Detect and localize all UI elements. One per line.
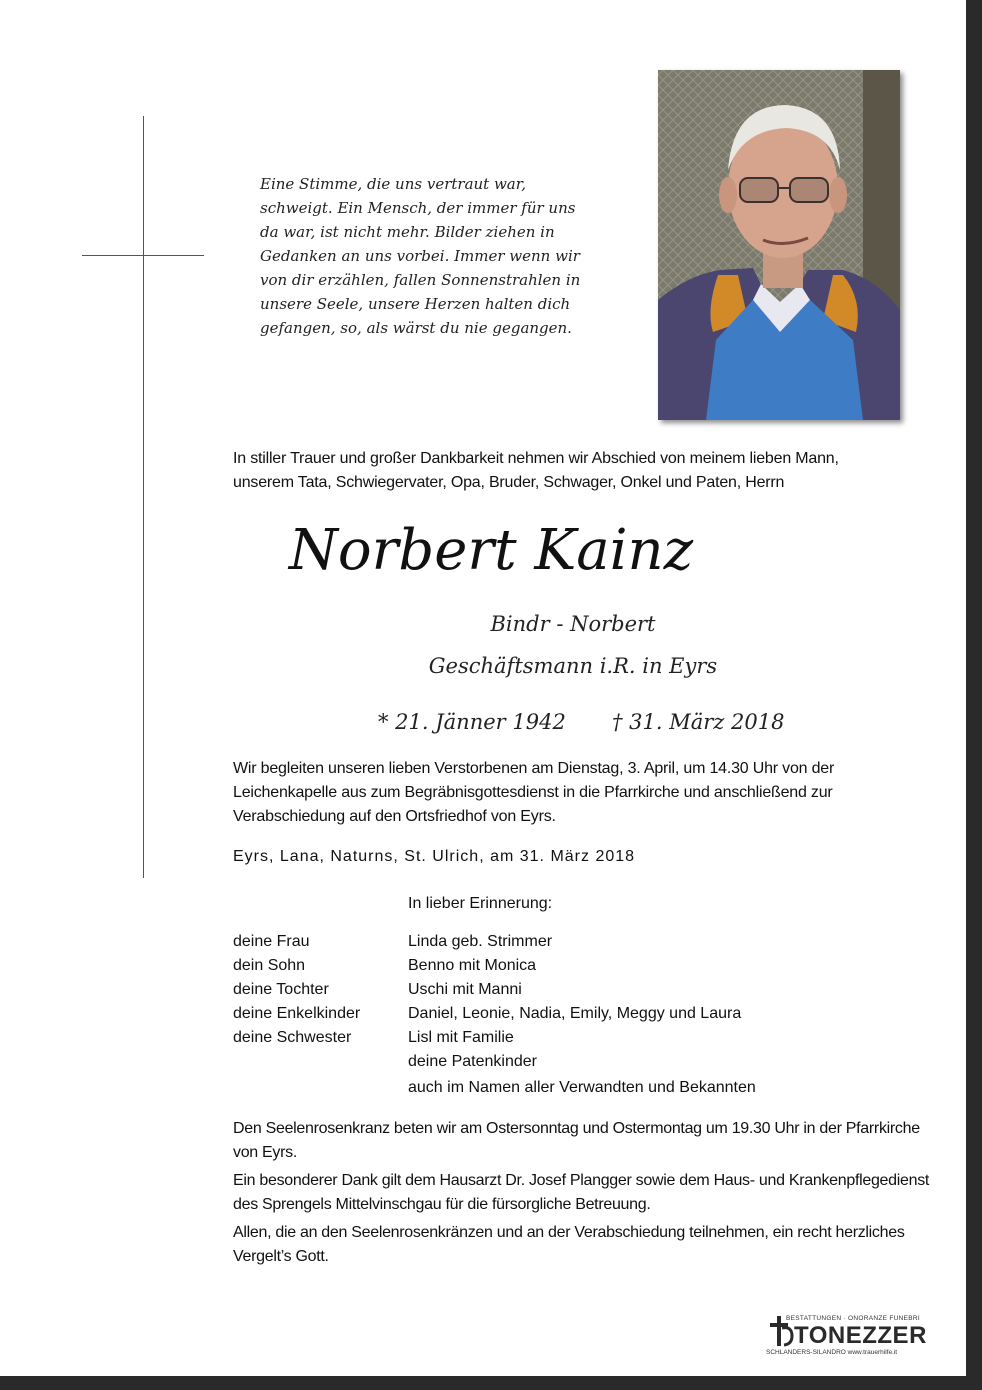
closing-paragraph: Allen, die an den Seelenrosenkränzen und an der Verabschiedung teilnehmen, ein recht herzliches Vergelt’s Gott. (233, 1224, 905, 1265)
mourner-relation: dein Sohn (233, 957, 306, 974)
frame-border-bottom (0, 1376, 982, 1390)
mourner-name: Benno mit Monica (408, 957, 537, 974)
mourner-row (233, 1076, 913, 1100)
mourner-relation: deine Enkelkinder (233, 1005, 361, 1022)
mourner-relation: deine Frau (233, 933, 310, 950)
logo-brand: TONEZZER (794, 1322, 927, 1349)
frame-border-right (966, 0, 982, 1390)
mourner-row (233, 954, 913, 978)
mourner-relation: deine Schwester (233, 1029, 352, 1046)
intro-line: unserem Tata, Schwiegervater, Opa, Bruder, Schwager, Onkel und Paten, Herrn (233, 474, 785, 491)
logo-footer: SCHLANDERS-SILANDRO www.trauerhilfe.it (766, 1349, 898, 1356)
poem-line: Eine Stimme, die uns vertraut war, (260, 175, 527, 193)
closing-text (233, 1117, 933, 1273)
intro-text (233, 447, 933, 495)
poem-line: schweigt. Ein Mensch, der immer für uns (260, 199, 576, 217)
mourner-row (233, 1026, 913, 1050)
mourner-name: Linda geb. Strimmer (408, 933, 553, 950)
mourner-name: Uschi mit Manni (408, 981, 522, 998)
poem-line: Gedanken an uns vorbei. Immer wenn wir (260, 247, 580, 265)
poem-line: da war, ist nicht mehr. Bilder ziehen in (260, 223, 555, 241)
deceased-role: Geschäftsmann i.R. in Eyrs (428, 654, 718, 678)
poem-line: gefangen, so, als wärst du nie gegangen. (260, 319, 572, 337)
mourner-row (233, 930, 913, 954)
memory-label: In lieber Erinnerung: (408, 895, 553, 912)
portrait-photo (658, 70, 900, 420)
cross-vertical-line (143, 116, 144, 878)
cross-horizontal-line (82, 255, 204, 256)
mourner-name: Lisl mit Familie (408, 1029, 514, 1046)
poem (260, 172, 620, 340)
mourner-name: Daniel, Leonie, Nadia, Emily, Meggy und Laura (408, 1005, 742, 1022)
death-date: † 31. März 2018 (612, 710, 785, 734)
poem-line: von dir erzählen, fallen Sonnenstrahlen in (260, 271, 581, 289)
funeral-line: Verabschiedung auf den Ortsfriedhof von Eyrs. (233, 808, 556, 825)
deceased-name: Norbert Kainz (288, 518, 694, 583)
mourner-name: auch im Namen aller Verwandten und Bekannten (408, 1079, 756, 1096)
mourner-relation: deine Tochter (233, 981, 329, 998)
place-date: Eyrs, Lana, Naturns, St. Ulrich, am 31. März 2018 (233, 848, 636, 865)
funeral-line: Wir begleiten unseren lieben Verstorbenen am Dienstag, 3. April, um 14.30 Uhr von der (233, 760, 835, 777)
birth-date: * 21. Jänner 1942 (378, 710, 566, 734)
closing-paragraph: Ein besonderer Dank gilt dem Hausarzt Dr. Josef Plangger sowie dem Haus- und Krankenpflegedienst des Sprengels Mittelvinschgau für die fürsorgliche Betreuung. (233, 1172, 930, 1213)
closing-paragraph: Den Seelenrosenkranz beten wir am Ostersonntag und Ostermontag um 19.30 Uhr in der Pfarrkirche von Eyrs. (233, 1120, 920, 1161)
mourner-row (233, 1050, 913, 1074)
deceased-nickname: Bindr - Norbert (490, 612, 656, 636)
mourner-row (233, 978, 913, 1002)
funeral-home-logo (766, 1314, 950, 1360)
poem-line: unsere Seele, unsere Herzen halten dich (260, 295, 571, 313)
funeral-line: Leichenkapelle aus zum Begräbnisgottesdienst in die Pfarrkirche und anschließend zur (233, 784, 833, 801)
logo-subtitle: BESTATTUNGEN · ONORANZE FUNEBRI (786, 1315, 921, 1322)
mourners-list (233, 930, 913, 1100)
mourner-name: deine Patenkinder (408, 1053, 537, 1070)
intro-line: In stiller Trauer und großer Dankbarkeit nehmen wir Abschied von meinem lieben Mann, (233, 450, 839, 467)
funeral-text (233, 757, 933, 829)
mourner-row (233, 1002, 913, 1026)
